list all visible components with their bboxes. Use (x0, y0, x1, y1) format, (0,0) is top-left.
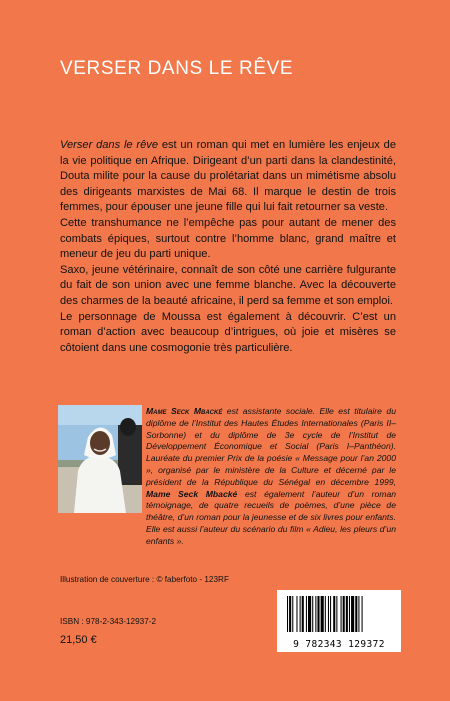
summary-paragraph-1 (60, 138, 396, 216)
barcode-bar (296, 596, 297, 632)
barcode-bar (317, 596, 319, 632)
barcode-bar (308, 596, 311, 632)
barcode-digits: 9 782343 129372 (293, 639, 385, 650)
book-title-inline: Verser dans le rêve (60, 139, 158, 151)
illustration-credit: Illustration de couverture : © faberfoto - 123RF (60, 575, 229, 584)
barcode-bar (358, 596, 359, 632)
back-cover-summary (60, 138, 396, 356)
book-title: VERSER DANS LE RÊVE (60, 58, 294, 79)
barcode-bar (341, 596, 342, 632)
author-bio-part-1: est assistante sociale. Elle est titulaire du diplôme de l’Institut des Hautes Études Internationales (Paris II–Sorbonne) et du diplôme de 3e cycle de l’Institut de Développement Économique et Social (Paris I–Panthéon). Lauréate du premier Prix de la poésie « Message pour l’an 2000 », organisé par le ministère de la Culture et décerné par le président de la République du Sénégal en décembre 1999, (146, 406, 396, 487)
barcode-bar (289, 596, 291, 632)
barcode-bar (325, 596, 326, 632)
summary-paragraph-2: Cette transhumance ne l’empêche pas pour autant de mener des combats épiques, surtout contre l’homme blanc, grand maître et meneur de jeu du parti unique. (60, 216, 396, 261)
barcode-bar (333, 596, 335, 632)
author-name-inline: Mame Seck Mbacké (146, 488, 238, 499)
barcode-bars (277, 590, 401, 640)
barcode-bar (302, 596, 304, 632)
price: 21,50 € (60, 634, 97, 646)
author-photo (58, 405, 142, 513)
barcode-bar (349, 596, 350, 632)
barcode-bar (355, 596, 357, 632)
barcode-bar (321, 596, 324, 632)
barcode-bar (315, 596, 316, 632)
barcode (277, 590, 401, 652)
barcode-bar (330, 596, 331, 632)
barcode-bar (300, 596, 301, 632)
summary-text: est un roman qui met en lumière les enjeux de la vie politique en Afrique. Dirigeant d’un parti dans la clandestinité, Douta milite pour la cause du prolétariat dans un mimétisme absolu des dirigeants marxistes de Mai 68. Il marque le destin de trois femmes, pour épouser une jeune fille qui lui fait retourner sa veste. (60, 139, 396, 214)
barcode-bar (351, 596, 354, 632)
isbn-number: ISBN : 978-2-343-12937-2 (60, 617, 157, 626)
barcode-bar (287, 596, 288, 632)
author-name: Mame Seck Mbacké (146, 406, 223, 416)
barcode-bar (343, 596, 345, 632)
barcode-bar (312, 596, 313, 632)
summary-paragraph-4: Le personnage de Moussa est également à découvrir. C’est un roman d’action avec beaucoup d’intrigues, où joie et misères se côtoient dans une cosmogonie très particulière. (60, 310, 396, 354)
author-bio-part-2: est également l’auteur d’un roman témoignage, de quatre recueils de poèmes, d’une pièce de théâtre, d’un roman pour la jeunesse et de six livres pour enfants. Elle est aussi l’auteur du scénario du film « Adieu, les pleurs d’un enfants ». (146, 488, 397, 546)
barcode-bar (336, 596, 337, 632)
barcode-bar (362, 596, 363, 632)
barcode-bar (306, 596, 307, 632)
barcode-bar (292, 596, 293, 632)
barcode-bar (346, 596, 348, 632)
author-bio (146, 406, 396, 548)
barcode-bar (328, 596, 329, 632)
summary-paragraph-3: Saxo, jeune vétérinaire, connaît de son côté une carrière fulgurante du fait de son union avec une femme blanche. Avec la découverte des charmes de la beauté africaine, il perd sa femme et son emploi. (60, 263, 396, 307)
